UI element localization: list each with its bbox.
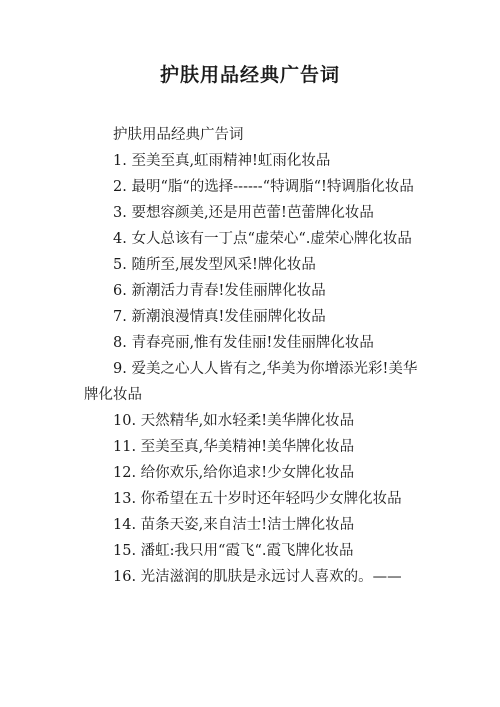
list-item: 1. 至美至真,虹雨精神!虹雨化妆品 bbox=[113, 153, 331, 169]
list-item: 8. 青春亮丽,惟有发佳丽!发佳丽牌化妆品 bbox=[113, 335, 374, 351]
list-item: 11. 至美至真,华美精神!美华牌化妆品 bbox=[113, 439, 355, 455]
list-item: 7. 新潮浪漫情真!发佳丽牌化妆品 bbox=[113, 309, 326, 325]
list-item: 6. 新潮活力青春!发佳丽牌化妆品 bbox=[113, 283, 326, 299]
list-item: 2. 最明“脂“的选择------“特调脂“!特调脂化妆品 bbox=[113, 179, 414, 195]
list-item: 5. 随所至,展发型风采!牌化妆品 bbox=[113, 257, 316, 273]
list-item: 12. 给你欢乐,给你追求!少女牌化妆品 bbox=[113, 465, 355, 481]
list-item: 13. 你希望在五十岁时还年轻吗少女牌化妆品 bbox=[113, 491, 402, 507]
list-item: 10. 天然精华,如水轻柔!美华牌化妆品 bbox=[113, 413, 355, 429]
list-item: 9. 爱美之心人人皆有之,华美为你增添光彩!美华牌化妆品 bbox=[84, 361, 418, 403]
list-item: 4. 女人总该有一丁点“虚荣心“.虚荣心牌化妆品 bbox=[113, 231, 412, 247]
list-item: 14. 苗条天姿,来自洁士!洁士牌化妆品 bbox=[113, 517, 355, 533]
document-title: 护肤用品经典广告词 bbox=[159, 64, 340, 86]
list-item: 15. 潘虹:我只用“霞飞“.霞飞牌化妆品 bbox=[113, 543, 354, 559]
document-body bbox=[84, 122, 420, 590]
list-item: 3. 要想容颜美,还是用芭蕾!芭蕾牌化妆品 bbox=[113, 205, 374, 221]
list-item: 16. 光洁滋润的肌肤是永远讨人喜欢的。—— bbox=[113, 569, 402, 585]
intro-paragraph: 护肤用品经典广告词 bbox=[113, 127, 244, 143]
